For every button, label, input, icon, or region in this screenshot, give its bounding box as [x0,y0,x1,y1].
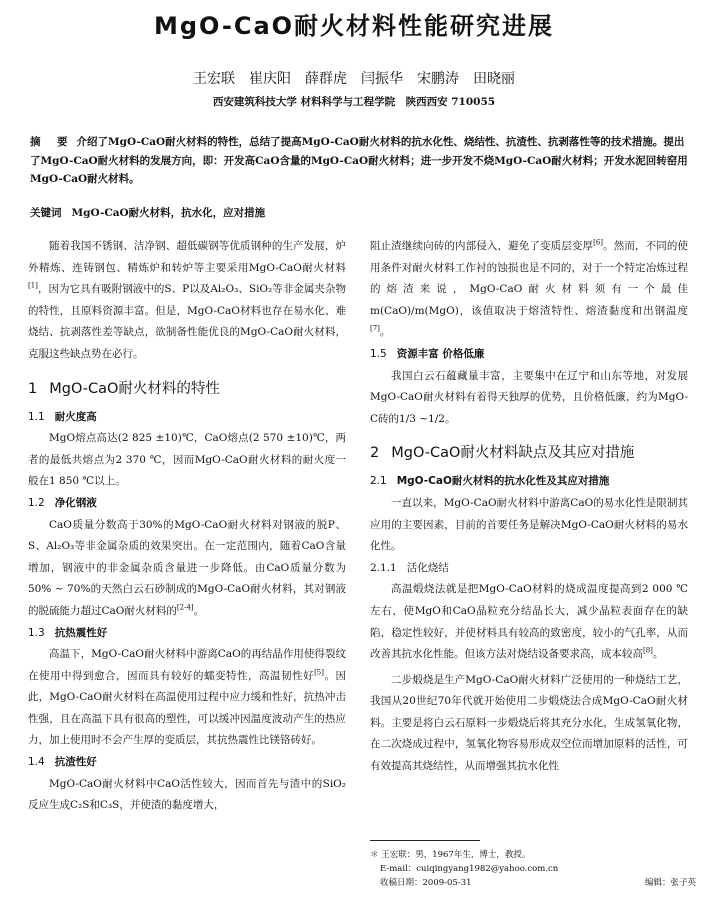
citation: [1] [28,281,38,290]
section-1-5-heading: 1.5 资源丰富 价格低廉 [370,347,485,360]
right-column [370,236,688,778]
citation: [5] [314,668,324,677]
abstract-text: 介绍了MgO-CaO耐火材料的特性，总结了提高MgO-CaO耐火材料的抗水化性、烧结性、抗渣性、抗剥落性等的技术措施。提出了MgO-CaO耐火材料的发展方向，即：开发高CaO含量的MgO-CaO耐火材料；进一步开发不烧MgO-CaO耐火材料；开发水泥回转窑用MgO-CaO耐火材料。 [30,136,688,185]
section-2-1-1-heading: 2.1.1 活化烧结 [370,561,449,574]
section-1-1-text: MgO熔点高达(2 825 ±10)℃，CaO熔点(2 570 ±10)℃，两者的最低共熔点为2 370 ℃，因而MgO-CaO耐火材料的耐火度一般在1 850 ℃以上。 [28,432,346,488]
continued-paragraph: 阻止渣继续向砖的内部侵入，避免了变质层变厚[6]。然而，不同的使用条件对耐火材料工作衬的蚀损也是不同的，对于一个特定冶炼过程的熔渣来说，MgO-CaO耐火材料须有一个最佳m(CaO)/m(MgO)，该值取决于熔渣特性、熔渣黏度和出钢温度[7]。 [370,238,689,339]
section-1-5-text: 我国白云石蕴藏量丰富，主要集中在辽宁和山东等地，对发展MgO-CaO耐火材料有着得天独厚的优势，且价格低廉，约为MgO-C砖的1/3 ~1/2。 [370,369,688,425]
section-2-heading: 2 MgO-CaO耐火材料缺点及其应对措施 [370,445,635,462]
section-2-1-text: 一直以来，MgO-CaO耐火材料中游离CaO的易水化性是限制其应用的主要因素，目前的首要任务是解决MgO-CaO耐火材料的易水化性。 [370,496,688,553]
abstract [30,133,690,189]
keywords [30,205,690,221]
intro-paragraph: 随着我国不锈钢、洁净钢、超低碳钢等优质钢种的生产发展，炉外精炼、连铸钢包、精炼炉和转炉等主要采用MgO-CaO耐火材料[1]，因为它具有吸附钢液中的S、P以及Al₂O₃、SiO₂等非金属夹杂物的特性，且原料资源丰富。但是，MgO-CaO材料也存在易水化、难烧结、抗剥落性差等缺点，欲制备性能优良的MgO-CaO耐火材料，克服这些缺点势在必行。 [28,240,346,360]
keywords-label: 关键词 [30,207,62,219]
citation: [7] [370,324,380,333]
footnote-rule [370,840,480,841]
abstract-label: 摘 要 [30,136,71,148]
left-column [28,236,346,817]
author-list: 王宏联 崔庆阳 薛群虎 闫振华 宋鹏涛 田晓丽 [193,71,515,87]
citation: [2-4] [176,603,194,612]
keywords-text: MgO-CaO耐火材料，抗水化，应对措施 [71,207,266,219]
section-1-2-heading: 1.2 净化钢液 [28,496,97,509]
paper-title: MgO-CaO耐火材料性能研究进展 [153,12,555,40]
section-1-4-text: MgO-CaO耐火材料中CaO活性较大，因而首先与渣中的SiO₂反应生成C₂S和C₃S，并使渣的黏度增大， [28,777,346,812]
footnote-editor: 编辑：张子英 [644,878,696,888]
section-1-3-heading: 1.3 抗热震性好 [28,626,108,639]
citation: [6] [593,238,604,247]
section-1-1-heading: 1.1 耐火度高 [28,410,97,423]
section-1-4-heading: 1.4 抗渣性好 [28,756,97,769]
footnote [370,848,700,890]
section-1-3-text: 高温下，MgO-CaO耐火材料中游离CaO的再结晶作用使得裂纹在使用中得到愈合，因而具有较好的蠕变特性，高温韧性好[5]。因此，MgO-CaO耐火材料在高温使用过程中应力缓和性好，抗热冲击性强，且在高温下具有很高的塑性，可以缓冲因温度波动产生的热应力，加上使用时不会产生厚的变质层，其抗热震性比镁铬砖好。 [28,648,347,747]
footnote-email: E-mail：cuiqingyang1982@yahoo.com.cn [380,864,559,874]
footnote-author: ＊ 王宏联：男，1967年生，博士，教授。 [370,850,531,860]
section-1-heading: 1 MgO-CaO耐火材料的特性 [28,380,220,397]
section-2-1-1-text: 高温煅烧法就是把MgO-CaO材料的烧成温度提高到2 000 ℃左右，使MgO和CaO晶粒充分结晶长大，减少晶粒表面存在的缺陷，稳定性较好，并使材料具有较高的致密度，较小的气孔率，从而改善其抗水化性能。但该方法对烧结设备要求高，成本较高[8]。 [370,583,688,661]
section-2-1-1-text-2: 二步煅烧是生产MgO-CaO耐火材料广泛使用的一种烧结工艺，我国从20世纪70年代就开始使用二步煅烧法合成MgO-CaO耐火材料。主要是将白云石原料一步煅烧后将其充分水化，生成氢氧化物，在二次烧成过程中，氢氧化物容易形成双空位而增加原料的活性，可有效提高其烧结性，从而增强其抗水化性 [370,673,688,773]
footnote-received: 收稿日期：2009-05-31 [380,878,472,888]
section-2-1-heading: 2.1 MgO-CaO耐火材料的抗水化性及其应对措施 [370,475,610,488]
section-1-2-text: CaO质量分数高于30%的MgO-CaO耐火材料对钢液的脱P、S、Al₂O₃等非金属杂质的效果突出。在一定范围内，随着CaO含量增加，钢液中的非金属杂质含量进一步降低。由CaO质量分数为50% ~ 70%的天然白云石砂制成的MgO-CaO耐火材料，其对钢液的脱硫能力超过CaO耐火材料的[2-4]。 [28,518,346,617]
citation: [8] [643,646,653,655]
affiliation: 西安建筑科技大学 材料科学与工程学院 陕西西安 710055 [212,96,496,108]
